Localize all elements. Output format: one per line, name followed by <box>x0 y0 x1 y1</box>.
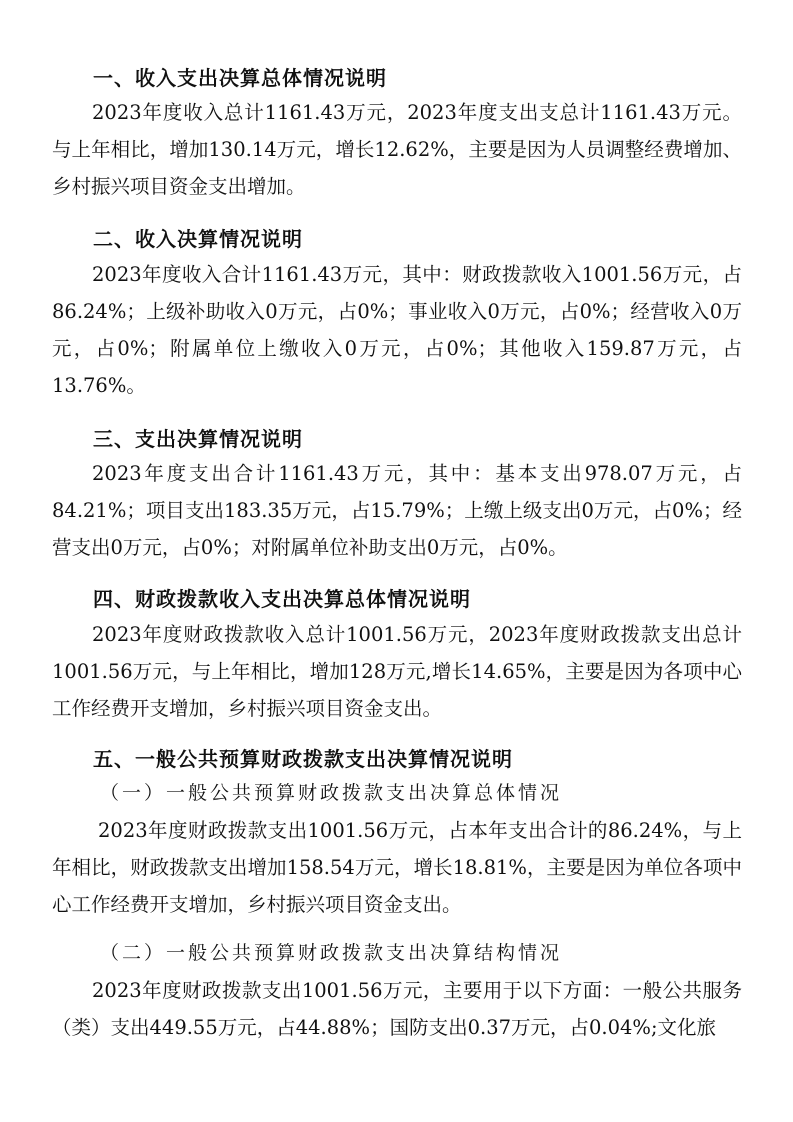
subsection-5-1-paragraph: 2023年度财政拨款支出1001.56万元，占本年支出合计的86.24%，与上年相比，财政拨款支出增加158.54万元，增长18.81%，主要是因为单位各项中心工作经费开支增加，乡村振兴项目资金支出。 <box>52 819 742 916</box>
section-4-heading: 四、财政拨款收入支出决算总体情况说明 <box>93 587 471 611</box>
subsection-5-1-title: （一）一般公共预算财政拨款支出决算总体情况 <box>100 782 563 804</box>
section-1-paragraph: 2023年度收入总计1161.43万元，2023年度支出支总计1161.43万元。与上年相比，增加130.14万元，增长12.62%，主要是因为人员调整经费增加、乡村振兴项目资金支出增加。 <box>52 101 742 198</box>
section-2-heading: 二、收入决算情况说明 <box>93 227 303 251</box>
section-3-heading: 三、支出决算情况说明 <box>93 427 303 451</box>
subsection-5-2-title: （二）一般公共预算财政拨款支出决算结构情况 <box>100 942 563 964</box>
section-4-paragraph: 2023年度财政拨款收入总计1001.56万元，2023年度财政拨款支出总计1001.56万元，与上年相比，增加128万元,增长14.65%，主要是因为各项中心工作经费开支增加，乡村振兴项目资金支出。 <box>52 623 742 720</box>
section-1-heading: 一、收入支出决算总体情况说明 <box>93 66 387 90</box>
section-3-paragraph: 2023年度支出合计1161.43万元，其中：基本支出978.07万元，占84.21%；项目支出183.35万元，占15.79%；上缴上级支出0万元，占0%；经营支出0万元，占0%；对附属单位补助支出0万元，占0%。 <box>52 462 742 559</box>
section-5-heading: 五、一般公共预算财政拨款支出决算情况说明 <box>93 747 513 771</box>
section-2-paragraph: 2023年度收入合计1161.43万元，其中：财政拨款收入1001.56万元，占86.24%；上级补助收入0万元，占0%；事业收入0万元，占0%；经营收入0万元，占0%；附属单位上缴收入0万元，占0%；其他收入159.87万元，占13.76%。 <box>52 263 742 397</box>
subsection-5-2-paragraph: 2023年度财政拨款支出1001.56万元，主要用于以下方面：一般公共服务（类）支出449.55万元，占44.88%；国防支出0.37万元，占0.04%;文化旅 <box>52 979 742 1039</box>
